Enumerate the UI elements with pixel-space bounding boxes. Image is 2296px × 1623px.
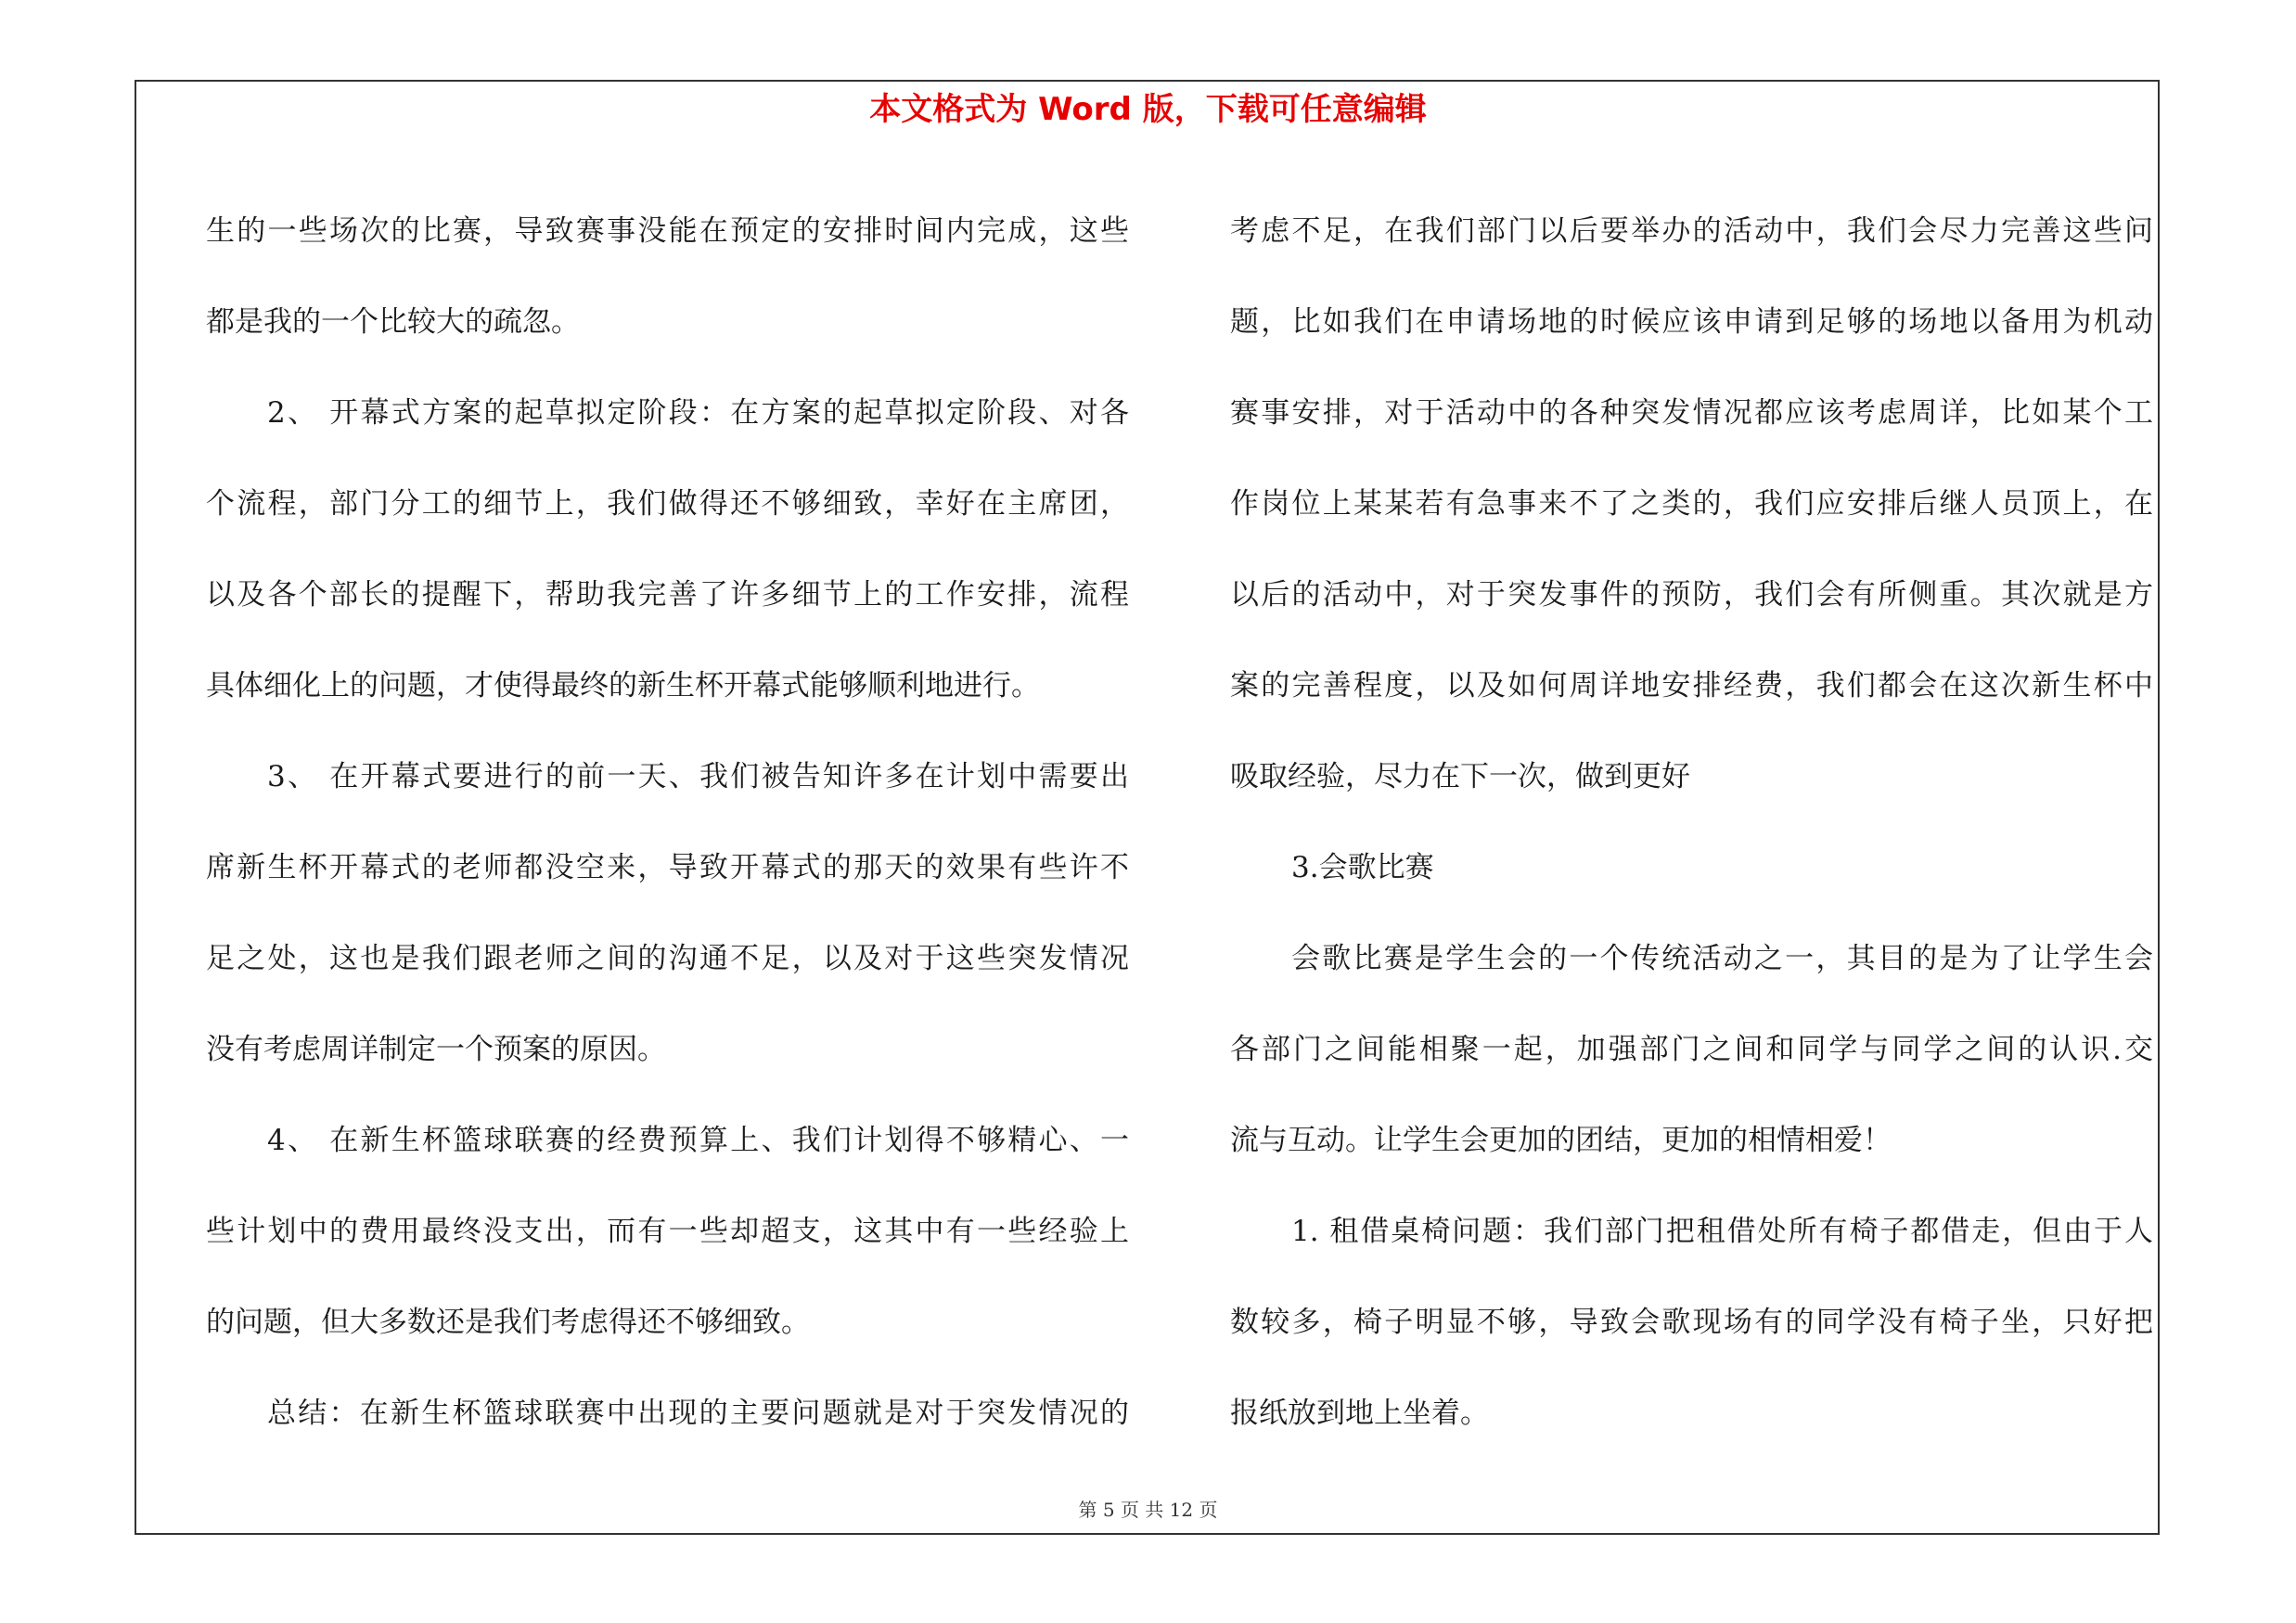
text-line: 些计划中的费用最终没支出，而有一些却超支，这其中有一些经验上	[206, 1215, 1129, 1248]
text-line: 席新生杯开幕式的老师都没空来，导致开幕式的那天的效果有些许不	[206, 851, 1129, 884]
text-line: 以及各个部长的提醒下，帮助我完善了许多细节上的工作安排，流程	[206, 578, 1129, 612]
text-line: 流与互动。让学生会更加的团结，更加的相情相爱！	[1230, 1124, 1892, 1157]
header-banner: 本文格式为 Word 版，下载可任意编辑	[869, 91, 1427, 128]
text-line: 足之处，这也是我们跟老师之间的沟通不足，以及对于这些突发情况	[206, 942, 1129, 975]
text-line: 报纸放到地上坐着。	[1230, 1397, 1489, 1430]
text-line: 案的完善程度，以及如何周详地安排经费，我们都会在这次新生杯中	[1230, 669, 2153, 702]
text-line: 赛事安排，对于活动中的各种突发情况都应该考虑周详，比如某个工	[1230, 396, 2153, 430]
text-line: 作岗位上某某若有急事来不了之类的，我们应安排后继人员顶上，在	[1230, 487, 2153, 521]
text-line: 3、 在开幕式要进行的前一天、我们被告知许多在计划中需要出	[267, 760, 1129, 793]
text-line: 个流程，部门分工的细节上，我们做得还不够细致，幸好在主席团，	[206, 487, 1129, 521]
text-line: 会歌比赛是学生会的一个传统活动之一，其目的是为了让学生会	[1291, 942, 2153, 975]
left-column-text	[206, 186, 1129, 1459]
text-line: 总结：在新生杯篮球联赛中出现的主要问题就是对于突发情况的	[267, 1397, 1129, 1430]
page-indicator: 第 5 页 共 12 页	[1078, 1499, 1218, 1521]
right-column-text	[1230, 186, 2153, 1459]
text-line: 考虑不足，在我们部门以后要举办的活动中，我们会尽力完善这些问	[1230, 214, 2153, 248]
text-line: 没有考虑周详制定一个预案的原因。	[206, 1033, 666, 1066]
text-line: 数较多，椅子明显不够，导致会歌现场有的同学没有椅子坐，只好把	[1230, 1306, 2153, 1339]
text-line: 4、 在新生杯篮球联赛的经费预算上、我们计划得不够精心、一	[267, 1124, 1129, 1157]
text-line: 吸取经验，尽力在下一次，做到更好	[1230, 760, 1690, 793]
text-line: 生的一些场次的比赛，导致赛事没能在预定的安排时间内完成，这些	[206, 214, 1129, 248]
text-line: 1. 租借桌椅问题：我们部门把租借处所有椅子都借走，但由于人	[1291, 1215, 2153, 1248]
text-line: 各部门之间能相聚一起，加强部门之间和同学与同学之间的认识.交	[1230, 1033, 2153, 1066]
text-line: 题，比如我们在申请场地的时候应该申请到足够的场地以备用为机动	[1230, 305, 2153, 339]
left-column	[206, 186, 1129, 1459]
text-line: 都是我的一个比较大的疏忽。	[206, 305, 580, 339]
text-line: 以后的活动中，对于突发事件的预防，我们会有所侧重。其次就是方	[1230, 578, 2153, 612]
text-line: 2、 开幕式方案的起草拟定阶段：在方案的起草拟定阶段、对各	[267, 396, 1129, 430]
right-column	[1230, 186, 2153, 1459]
text-line: 3.会歌比赛	[1291, 851, 1434, 884]
text-line: 的问题，但大多数还是我们考虑得还不够细致。	[206, 1306, 810, 1339]
text-line: 具体细化上的问题，才使得最终的新生杯开幕式能够顺利地进行。	[206, 669, 1040, 702]
